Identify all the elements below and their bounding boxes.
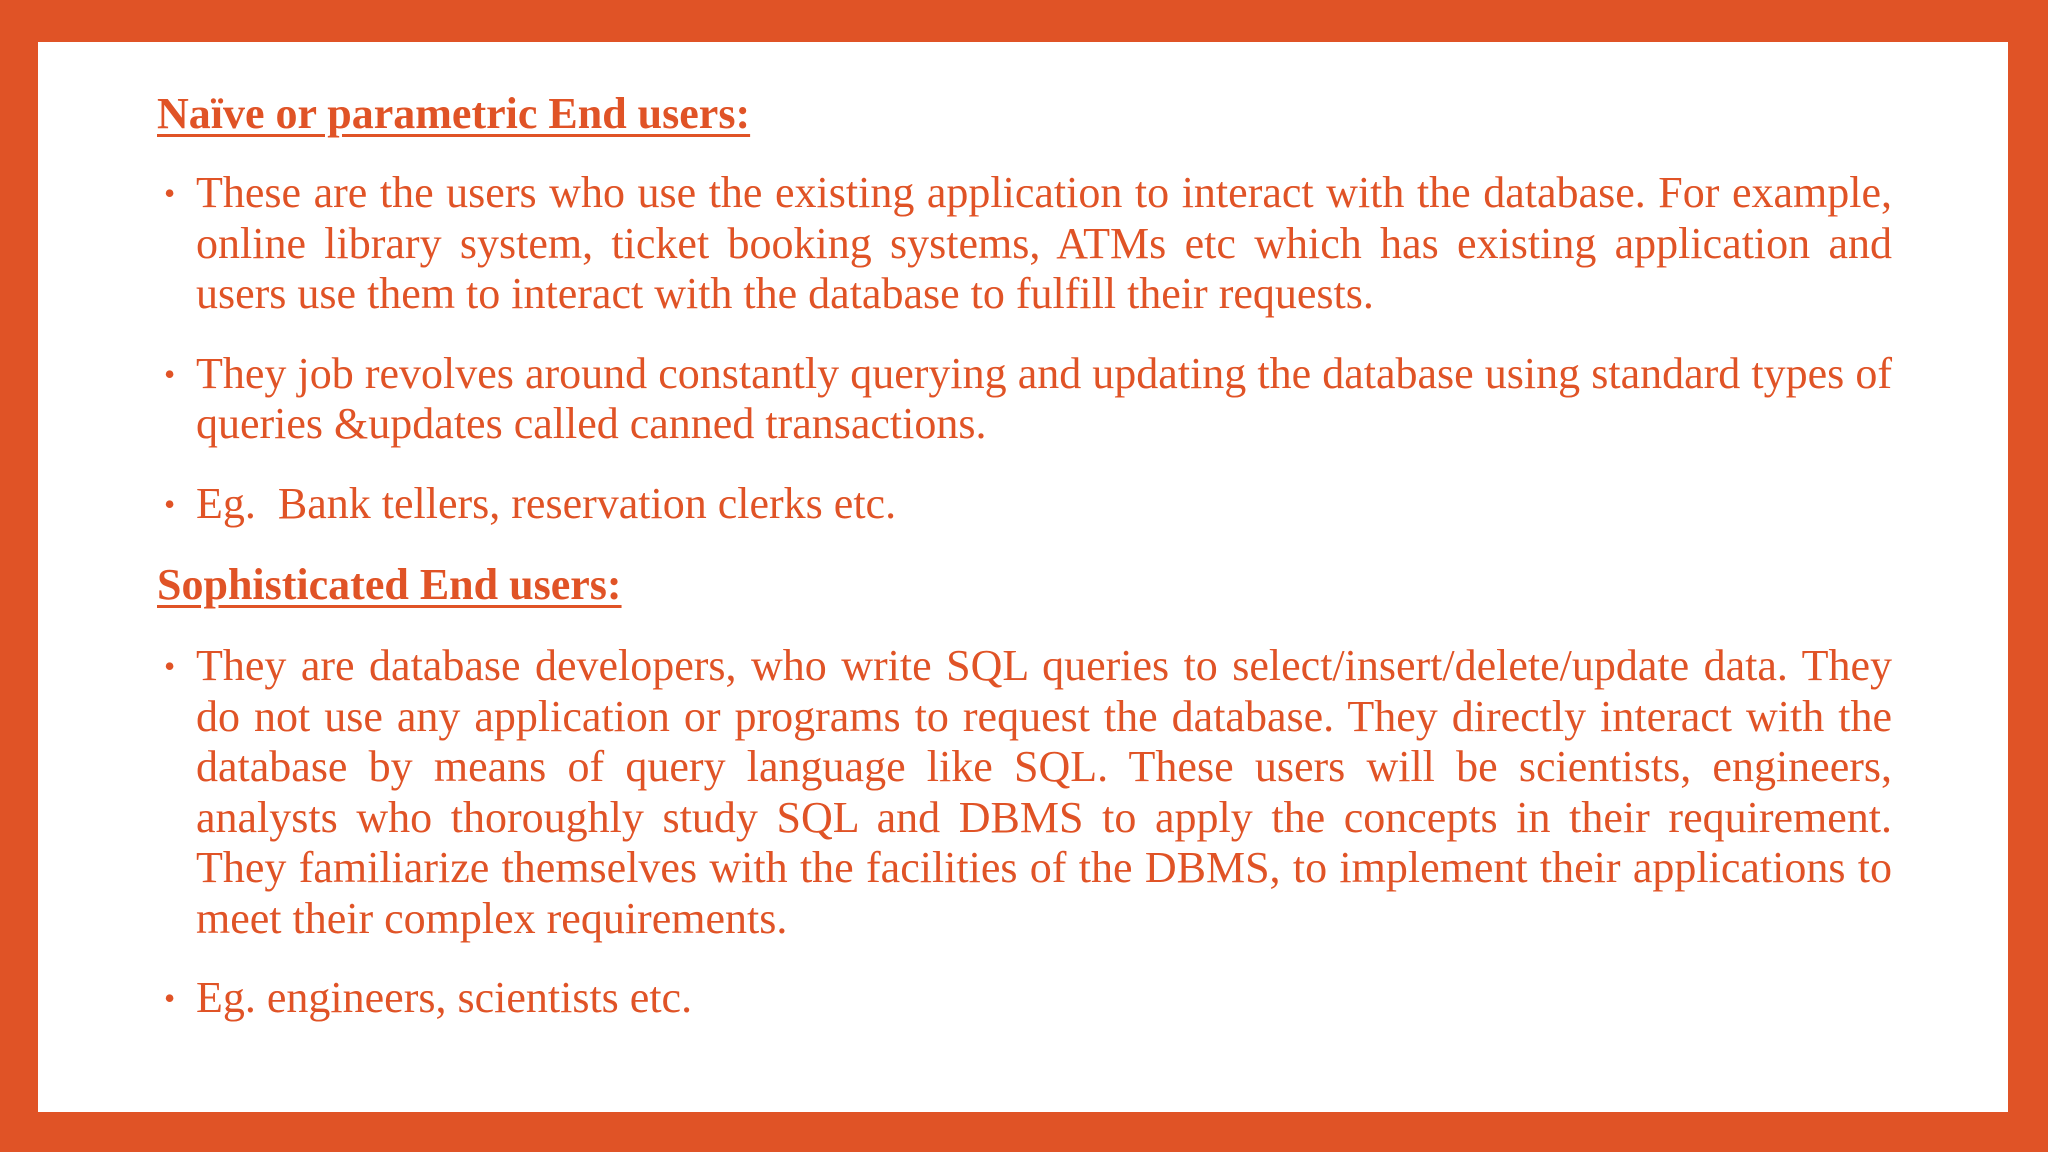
slide [38, 42, 2008, 1112]
slide-content [157, 86, 1892, 1024]
bullet-icon: • [164, 980, 176, 1016]
list-item-text: They are database developers, who write SQL queries to select/insert/delete/update data. They do not use any application or programs to request the database. They directly interact with the database by means of query language like SQL. These users will be scientists, engineers, analysts who thoroughly study SQL and DBMS to apply the concepts in their requirement. They familiarize themselves with the facilities of the DBMS, to implement their applications to meet their complex requirements. [196, 641, 1892, 943]
bullet-icon: • [164, 648, 176, 684]
bullet-icon: • [164, 485, 176, 522]
list-item [157, 641, 1892, 944]
list-item-text: Eg. Bank tellers, reservation clerks etc. [196, 478, 897, 528]
list-item [157, 479, 1892, 530]
list-item [157, 168, 1892, 320]
section-heading-sophisticated-users: Sophisticated End users: [157, 560, 622, 609]
list-item-text: Eg. engineers, scientists etc. [196, 973, 693, 1022]
section-heading-naive-users: Naïve or parametric End users: [157, 89, 751, 138]
bullet-icon: • [164, 355, 176, 392]
list-item-text: These are the users who use the existing application to interact with the database. For example, online library system, ticket booking systems, ATMs etc which has existing application and users use them to interact with the database to fulfill their requests. [196, 168, 1892, 318]
list-item-text: They job revolves around constantly querying and updating the database using standard types of queries &updates called canned transactions. [196, 348, 1892, 448]
sophisticated-users-list [157, 641, 1892, 1024]
naive-users-list [157, 168, 1892, 529]
bullet-icon: • [164, 175, 176, 211]
list-item [157, 973, 1892, 1024]
list-item [157, 349, 1892, 450]
